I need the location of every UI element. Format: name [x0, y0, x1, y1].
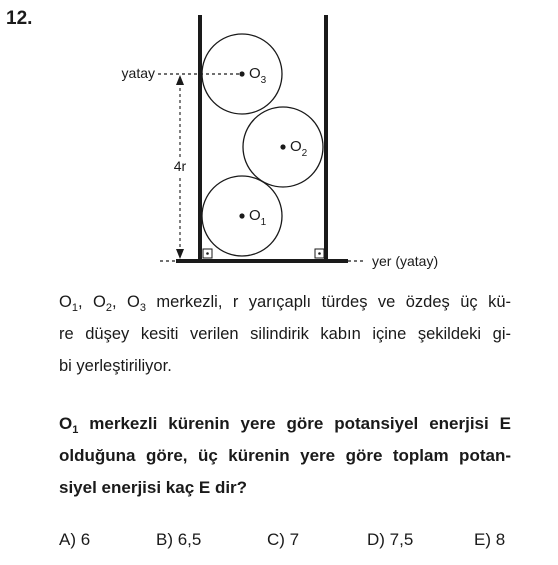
- center-dot-o3: [239, 71, 244, 76]
- answer-options: [0, 530, 558, 554]
- center-label-o3: $O_3$: [249, 65, 267, 86]
- height-arrow-bottom: [176, 249, 184, 259]
- container-spheres-figure: [0, 0, 558, 280]
- option-b[interactable]: B) 6,5: [156, 530, 202, 549]
- option-c[interactable]: C) 7: [267, 530, 300, 549]
- option-d[interactable]: D) 7,5: [367, 530, 414, 549]
- prompt-line-1: $O_1$ merkezli kürenin yere göre potansiyel enerjisi E: [59, 414, 511, 436]
- option-a[interactable]: A) 6: [59, 530, 91, 549]
- right-angle-dot-right: [318, 252, 321, 255]
- center-dot-o1: [239, 213, 244, 218]
- height-arrow-top: [176, 75, 184, 85]
- stem-line-1: $O_1$, $O_2$, $O_3$ merkezli, r yarıçaplı türdeş ve özdeş üç kü-: [59, 293, 512, 314]
- question-stem: [59, 286, 511, 382]
- question-number: 12.: [6, 8, 33, 29]
- option-e[interactable]: E) 8: [474, 530, 506, 549]
- stem-line-3: bi yerleştiriliyor.: [59, 357, 172, 375]
- ground-label: yer (yatay): [372, 253, 439, 269]
- prompt-line-3: siyel enerjisi kaç E dir?: [59, 478, 248, 497]
- question-prompt: [59, 408, 511, 504]
- top-level-label: yatay: [121, 65, 155, 81]
- prompt-line-2: olduğuna göre, üç kürenin yere göre toplam potan-: [59, 446, 511, 465]
- center-label-o2: $O_2$: [290, 138, 308, 159]
- right-angle-dot-left: [206, 252, 209, 255]
- center-label-o1: $O_1$: [249, 207, 267, 228]
- height-label: 4r: [173, 158, 187, 174]
- stem-line-2: re düşey kesiti verilen silindirik kabın içine şekildeki gi-: [59, 325, 511, 343]
- center-dot-o2: [280, 144, 285, 149]
